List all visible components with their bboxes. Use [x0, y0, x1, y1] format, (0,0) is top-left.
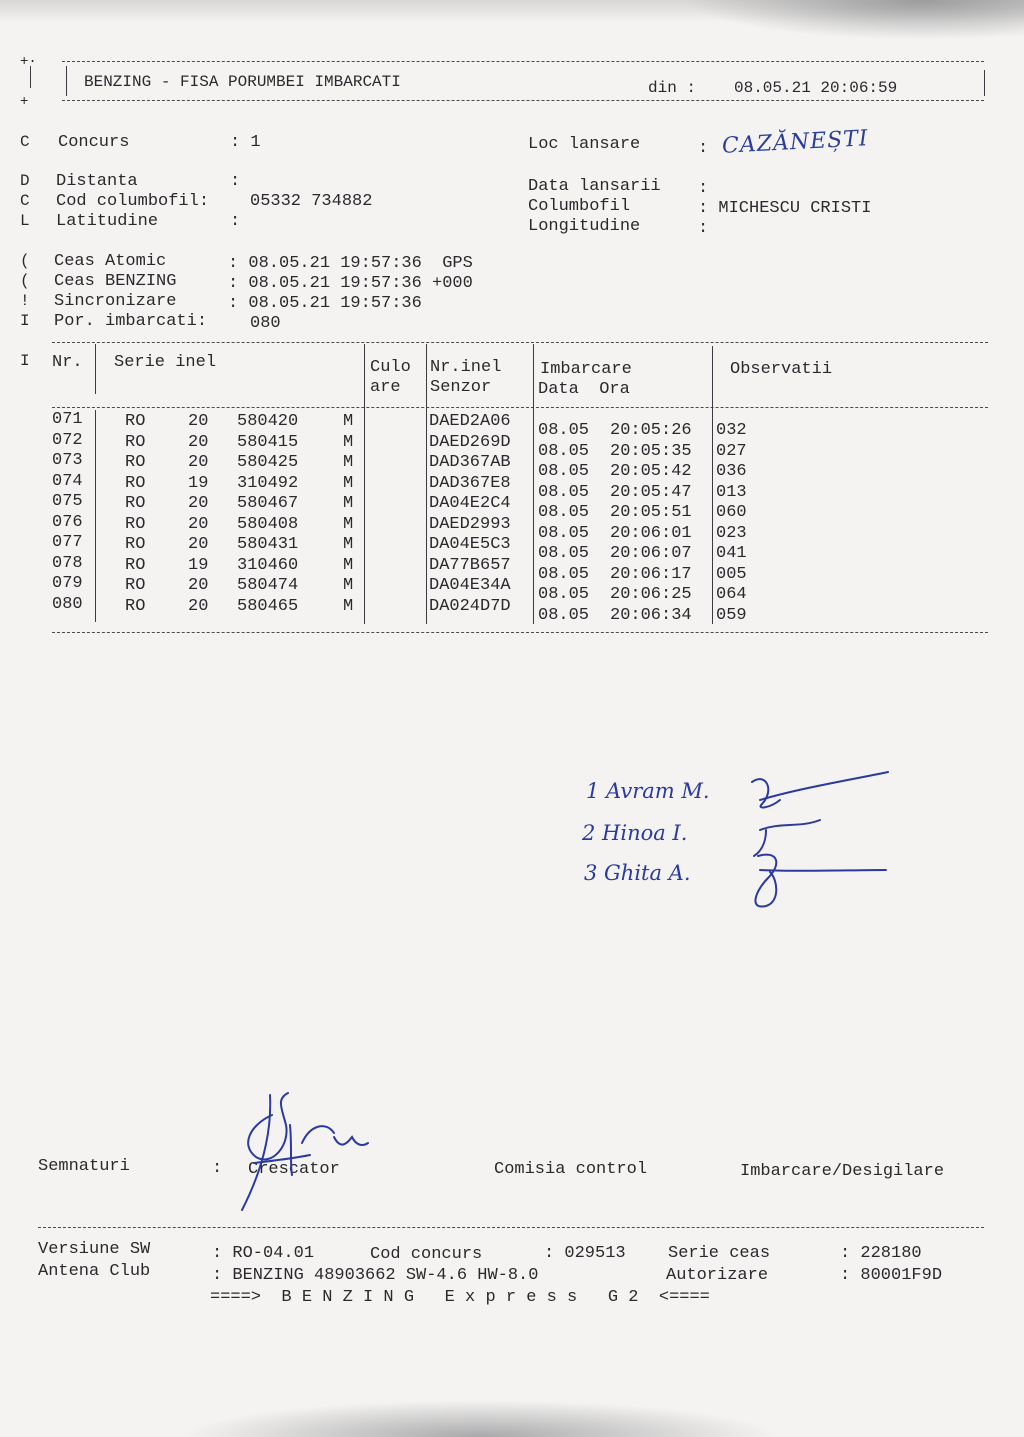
distanta-label: Distanta: [56, 172, 138, 191]
serie-ceas-label: Serie ceas: [668, 1244, 771, 1263]
header-bottom-border: [62, 100, 984, 101]
row-date: 08.05: [538, 585, 590, 604]
autorizare-label: Autorizare: [666, 1266, 769, 1285]
row-ring: 580465: [237, 596, 299, 616]
row-sensor: DAED2A06: [429, 412, 511, 431]
crescator-label: Crescator: [248, 1160, 340, 1179]
ceas-atomic-value: : 08.05.21 19:57:36 GPS: [228, 254, 473, 273]
comisia-label: Comisia control: [494, 1160, 648, 1179]
row-observatii: 059: [716, 605, 747, 625]
row-sensor: DA04E5C3: [429, 535, 511, 554]
latitudine-colon: :: [230, 212, 241, 231]
row-time: 20:06:17: [610, 564, 692, 584]
header-inner-edge: [66, 66, 67, 96]
data-lansarii-colon: :: [698, 179, 709, 198]
margin-letter: (: [20, 272, 30, 290]
row-nr: 078: [52, 553, 83, 573]
ceas-benzing-value: : 08.05.21 19:57:36 +000: [228, 274, 473, 293]
margin-letter: D: [20, 172, 30, 190]
col-header-nrinel: Nr.inel: [430, 358, 502, 377]
row-nr: 072: [52, 430, 83, 450]
row-ring: 580415: [237, 432, 299, 452]
row-country: RO: [125, 596, 146, 616]
margin-letter: I: [20, 352, 30, 370]
row-sex: M: [343, 514, 354, 534]
row-country: RO: [125, 494, 146, 513]
col-header-culoare-2: are: [370, 378, 401, 397]
row-ring: 580467: [237, 494, 299, 513]
row-year: 20: [188, 596, 209, 616]
longitudine-colon: :: [698, 219, 709, 238]
row-nr: 073: [52, 451, 83, 470]
cod-columbofil-value: 05332 734882: [250, 192, 373, 211]
por-imbarcati-label: Por. imbarcati:: [54, 312, 208, 331]
row-sensor: DA77B657: [429, 555, 511, 575]
row-year: 20: [188, 453, 209, 472]
imbarcare-desigilare-label: Imbarcare/Desigilare: [740, 1162, 945, 1181]
row-observatii: 023: [716, 523, 747, 543]
row-time: 20:06:25: [610, 585, 692, 604]
row-sensor: DAD367E8: [429, 473, 511, 493]
row-nr: 075: [52, 492, 83, 511]
scan-shadow-bottom: [180, 1400, 780, 1437]
commission-member-1: 1 Avram M.: [586, 779, 710, 803]
table-top-border: [52, 342, 988, 343]
table-header-border: [52, 407, 988, 408]
table-bottom-border: [52, 632, 988, 633]
row-year: 20: [188, 494, 209, 513]
row-country: RO: [125, 576, 146, 595]
row-sensor: DAED269D: [429, 432, 511, 452]
row-country: RO: [125, 535, 146, 554]
longitudine-label: Longitudine: [528, 217, 641, 236]
sincronizare-label: Sincronizare: [54, 292, 177, 311]
por-imbarcati-value: 080: [250, 314, 281, 333]
columbofil-value: : MICHESCU CRISTI: [698, 199, 872, 218]
row-sex: M: [343, 412, 354, 431]
row-nr: 071: [52, 410, 83, 429]
row-observatii: 013: [716, 482, 747, 502]
data-lansarii-label: Data lansarii: [528, 177, 661, 196]
col-divider: [95, 410, 96, 622]
row-time: 20:05:26: [610, 421, 692, 440]
row-sex: M: [343, 432, 354, 452]
row-year: 20: [188, 412, 209, 431]
document-title: BENZING - FISA PORUMBEI IMBARCATI: [84, 73, 401, 91]
row-date: 08.05: [538, 503, 590, 522]
margin-letter: C: [20, 133, 30, 151]
col-header-culoare: Culo: [370, 358, 411, 377]
row-year: 19: [188, 555, 209, 575]
col-divider: [426, 344, 427, 624]
latitudine-label: Latitudine: [56, 212, 159, 231]
row-sex: M: [343, 555, 354, 575]
row-ring: 580408: [237, 514, 299, 534]
margin-letter: !: [20, 292, 30, 310]
row-ring: 580420: [237, 412, 299, 431]
antena-club-value: : BENZING 48903662 SW-4.6 HW-8.0: [212, 1266, 539, 1285]
margin-letter: I: [20, 312, 30, 330]
col-header-serie: Serie inel: [114, 353, 217, 372]
header-right-edge: [984, 70, 985, 96]
row-date: 08.05: [538, 482, 590, 502]
row-country: RO: [125, 453, 146, 472]
row-sex: M: [343, 576, 354, 595]
col-header-observatii: Observatii: [730, 360, 833, 379]
commission-signatures-drawing: [570, 760, 900, 920]
row-country: RO: [125, 432, 146, 452]
distanta-colon: :: [230, 172, 241, 191]
row-date: 08.05: [538, 564, 590, 584]
row-country: RO: [125, 514, 146, 534]
row-observatii: 032: [716, 421, 747, 440]
header-datetime: 08.05.21 20:06:59: [734, 79, 898, 97]
row-time: 20:05:35: [610, 441, 692, 461]
row-sex: M: [343, 473, 354, 493]
versiune-sw-label: Versiune SW: [38, 1240, 151, 1259]
row-ring: 310460: [237, 555, 299, 575]
row-nr: 079: [52, 574, 83, 593]
header-din-label: din :: [648, 79, 697, 97]
row-time: 20:05:42: [610, 462, 692, 481]
row-date: 08.05: [538, 462, 590, 481]
semnaturi-label: Semnaturi: [38, 1157, 130, 1176]
row-observatii: 005: [716, 564, 747, 584]
sincronizare-value: : 08.05.21 19:57:36: [228, 294, 422, 313]
loc-lansare-colon: :: [698, 139, 709, 158]
row-time: 20:06:01: [610, 523, 692, 543]
row-date: 08.05: [538, 421, 590, 440]
row-time: 20:05:47: [610, 482, 692, 502]
cod-concurs-value: : 029513: [544, 1244, 626, 1263]
antena-club-label: Antena Club: [38, 1262, 151, 1281]
row-observatii: 027: [716, 441, 747, 461]
row-sensor: DAED2993: [429, 514, 511, 534]
col-header-senzor: Senzor: [430, 378, 492, 397]
row-ring: 580474: [237, 576, 299, 595]
col-header-imbarcare: Imbarcare: [540, 360, 632, 379]
header-corner-plus: +·: [20, 54, 37, 70]
col-divider: [364, 344, 365, 624]
row-observatii: 060: [716, 503, 747, 522]
commission-member-3: 3 Ghita A.: [584, 861, 691, 885]
col-divider: [95, 344, 96, 394]
row-observatii: 041: [716, 544, 747, 563]
breeder-signature-drawing: [230, 1085, 380, 1215]
cod-columbofil-label: Cod columbofil:: [56, 192, 210, 211]
row-ring: 580425: [237, 453, 299, 472]
row-sensor: DAD367AB: [429, 453, 511, 472]
row-sex: M: [343, 535, 354, 554]
footer-divider: [38, 1227, 984, 1228]
margin-letter: C: [20, 192, 30, 210]
row-sensor: DA04E34A: [429, 576, 511, 595]
row-date: 08.05: [538, 523, 590, 543]
col-divider: [533, 344, 534, 624]
header-corner-plus: +: [20, 94, 29, 110]
autorizare-value: : 80001F9D: [840, 1266, 943, 1285]
concurs-label: Concurs: [58, 133, 130, 152]
row-nr: 076: [52, 512, 83, 532]
col-header-nr: Nr.: [52, 353, 83, 372]
header-top-border: [62, 61, 984, 62]
row-year: 20: [188, 514, 209, 534]
columbofil-label: Columbofil: [528, 197, 631, 216]
col-header-data-ora: Data Ora: [538, 380, 630, 399]
ceas-benzing-label: Ceas BENZING: [54, 272, 177, 291]
row-sex: M: [343, 494, 354, 513]
row-time: 20:05:51: [610, 503, 692, 522]
row-date: 08.05: [538, 544, 590, 563]
serie-ceas-value: : 228180: [840, 1244, 922, 1263]
row-year: 19: [188, 473, 209, 493]
col-divider: [712, 346, 713, 624]
versiune-sw-value: : RO-04.01: [212, 1244, 315, 1263]
scan-shadow-corner: [684, 0, 1024, 40]
row-ring: 310492: [237, 473, 299, 493]
row-sex: M: [343, 453, 354, 472]
row-sensor: DA024D7D: [429, 596, 511, 616]
cod-concurs-label: Cod concurs: [370, 1245, 483, 1264]
row-date: 08.05: [538, 605, 590, 625]
row-observatii: 036: [716, 462, 747, 481]
row-time: 20:06:07: [610, 544, 692, 563]
row-nr: 074: [52, 471, 83, 491]
semnaturi-colon: :: [212, 1159, 223, 1178]
benzing-express-banner: ====> B E N Z I N G E x p r e s s G 2 <====: [210, 1288, 710, 1307]
commission-member-2: 2 Hinoa I.: [582, 821, 688, 845]
loc-lansare-handwritten: CAZĂNEȘTI: [721, 126, 870, 159]
row-sensor: DA04E2C4: [429, 494, 511, 513]
row-country: RO: [125, 412, 146, 431]
margin-letter: L: [20, 212, 30, 230]
row-observatii: 064: [716, 585, 747, 604]
row-date: 08.05: [538, 441, 590, 461]
row-year: 20: [188, 576, 209, 595]
margin-letter: (: [20, 252, 30, 270]
concurs-value: : 1: [230, 133, 261, 152]
row-time: 20:06:34: [610, 605, 692, 625]
row-nr: 077: [52, 533, 83, 552]
ceas-atomic-label: Ceas Atomic: [54, 252, 167, 271]
row-sex: M: [343, 596, 354, 616]
row-year: 20: [188, 432, 209, 452]
row-ring: 580431: [237, 535, 299, 554]
row-country: RO: [125, 473, 146, 493]
header-left-edge: [30, 66, 31, 88]
row-year: 20: [188, 535, 209, 554]
row-country: RO: [125, 555, 146, 575]
loc-lansare-label: Loc lansare: [528, 135, 641, 154]
row-nr: 080: [52, 594, 83, 614]
